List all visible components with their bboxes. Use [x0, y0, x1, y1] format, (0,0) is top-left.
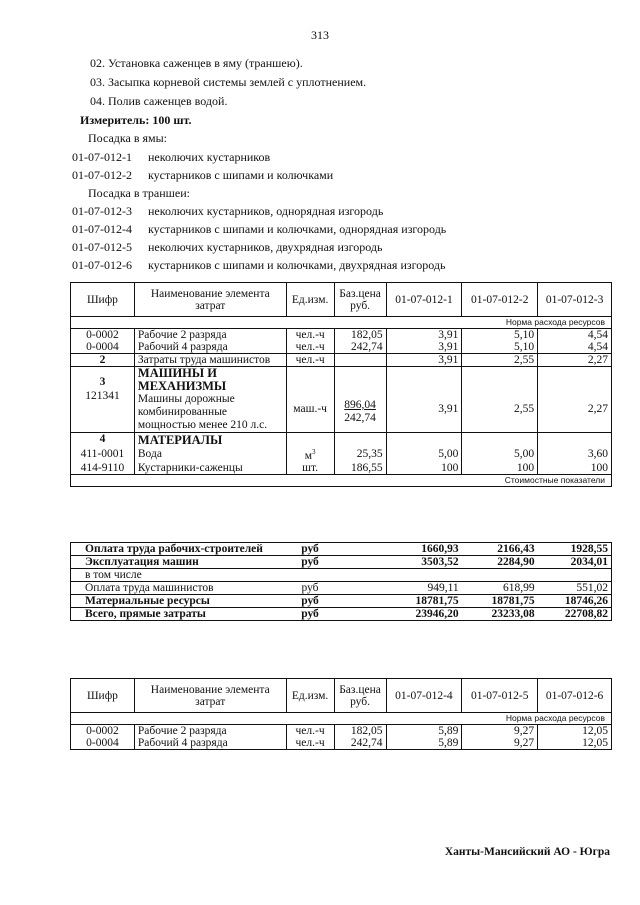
- item-code: 01-07-012-1: [72, 150, 132, 164]
- header-name: Наименование элемента затрат: [134, 679, 286, 713]
- section-code: 4: [71, 433, 135, 449]
- table-row: [71, 737, 612, 750]
- cost-row: [71, 595, 612, 608]
- cost-name: Всего, прямые затраты: [71, 608, 287, 621]
- row-value-3: 2,27: [538, 354, 612, 367]
- cost-label-row: [71, 474, 612, 486]
- row-unit: шт.: [286, 462, 334, 475]
- row-name: Рабочие 2 разряда: [134, 329, 286, 342]
- cost-value-1: 3503,52: [386, 556, 462, 569]
- cost-value-1: 1660,93: [386, 543, 462, 556]
- item-code: 01-07-012-2: [72, 168, 132, 182]
- pits-item: [72, 150, 270, 165]
- table-row: [71, 725, 612, 738]
- cost-row: [71, 608, 612, 621]
- cost-name: Материальные ресурсы: [71, 595, 287, 608]
- table-header-row: [71, 283, 612, 317]
- item-code: 01-07-012-4: [72, 222, 132, 236]
- row-name: Рабочий 4 разряда: [134, 341, 286, 354]
- cost-row: [71, 543, 612, 556]
- row-value-3: 4,54: [538, 329, 612, 342]
- row-unit: чел.-ч: [286, 725, 334, 738]
- cost-value-3: 1928,55: [538, 543, 612, 556]
- norm-label-row: [71, 317, 612, 329]
- item-text: кустарников с шипами и колючками, однорядная изгородь: [148, 222, 447, 236]
- section-code: 3: [99, 376, 106, 388]
- row-code: 414-9110: [71, 462, 135, 475]
- section-name: МАТЕРИАЛЫ: [134, 433, 286, 449]
- header-price: Баз.цена руб.: [334, 283, 386, 317]
- cost-row: [71, 556, 612, 569]
- section-name: МАШИНЫ И МЕХАНИЗМЫ: [137, 366, 227, 393]
- cost-unit: руб: [286, 543, 334, 556]
- row-unit: чел.-ч: [286, 354, 334, 367]
- row-value-1: 3,91: [386, 341, 462, 354]
- row-price: 896,04: [344, 399, 376, 411]
- header-unit: Ед.изм.: [286, 679, 334, 713]
- cost-unit: руб: [286, 582, 334, 595]
- item-text: неколючих кустарников: [148, 150, 271, 164]
- item-code: 01-07-012-3: [72, 204, 132, 218]
- cost-name: в том числе: [71, 569, 287, 582]
- row-value-1: 3,91: [386, 354, 462, 367]
- row-price: 25,35: [334, 448, 386, 462]
- row-name: Машины дорожные комбинированные мощностью менее 210 л.с.: [137, 393, 268, 431]
- cost-value-3: 2034,01: [538, 556, 612, 569]
- row-price: 186,55: [334, 462, 386, 475]
- row-value-1: 5,89: [386, 737, 462, 750]
- trench-item: [72, 240, 382, 255]
- row-price: 182,05: [334, 329, 386, 342]
- row-name: Рабочие 2 разряда: [134, 725, 286, 738]
- trench-item: [72, 222, 446, 237]
- header-col-1: 01-07-012-1: [386, 283, 462, 317]
- cost-value-2: 18781,75: [462, 595, 538, 608]
- header-unit: Ед.изм.: [286, 283, 334, 317]
- cost-name: Эксплуатация машин: [71, 556, 287, 569]
- cost-value-1: 23946,20: [386, 608, 462, 621]
- cost-value-2: 618,99: [462, 582, 538, 595]
- row-unit: чел.-ч: [286, 329, 334, 342]
- row-value-2: 2,55: [462, 354, 538, 367]
- row-value-1: 3,91: [386, 367, 462, 433]
- machines-names: [134, 367, 286, 433]
- row-code: 411-0001: [71, 448, 135, 462]
- header-col-3: 01-07-012-3: [538, 283, 612, 317]
- cost-value-2: 2166,43: [462, 543, 538, 556]
- row-unit: чел.-ч: [286, 737, 334, 750]
- header-col-2: 01-07-012-2: [462, 283, 538, 317]
- header-code: Шифр: [71, 679, 135, 713]
- table-header-row: [71, 679, 612, 713]
- item-text: кустарников с шипами и колючками, двухрядная изгородь: [148, 258, 446, 272]
- item-text: кустарников с шипами и колючками: [148, 168, 334, 182]
- row-code: 121341: [85, 390, 120, 402]
- row-value-1: 5,89: [386, 725, 462, 738]
- row-value-3: 3,60: [538, 448, 612, 462]
- table-row: [71, 448, 612, 462]
- row-value-1: 3,91: [386, 329, 462, 342]
- row-value-2: 9,27: [462, 737, 538, 750]
- row-price: 242,74: [334, 737, 386, 750]
- row-value-2: 5,00: [462, 448, 538, 462]
- cost-unit: руб: [286, 595, 334, 608]
- norm-label: Норма расхода ресурсов: [71, 317, 612, 329]
- unit-superscript: 3: [312, 448, 316, 456]
- cost-unit: руб: [286, 556, 334, 569]
- cost-value-3: 22708,82: [538, 608, 612, 621]
- cost-name: Оплата труда машинистов: [71, 582, 287, 595]
- row-price: [334, 354, 386, 367]
- item-code: 01-07-012-5: [72, 240, 132, 254]
- row-price: 242,74: [334, 341, 386, 354]
- machines-row: [71, 367, 612, 433]
- row-code: 0-0004: [71, 737, 135, 750]
- header-price: Баз.цена руб.: [334, 679, 386, 713]
- cost-name: Оплата труда рабочих-строителей: [71, 543, 287, 556]
- page-number: 313: [311, 28, 329, 42]
- item-code: 01-07-012-6: [72, 258, 132, 272]
- item-text: неколючих кустарников, двухрядная изгородь: [148, 240, 383, 254]
- row-unit: [286, 448, 334, 462]
- row-value-2: 9,27: [462, 725, 538, 738]
- table-row: [71, 462, 612, 475]
- norm-label-row: [71, 713, 612, 725]
- machines-prices: [334, 367, 386, 433]
- resource-table-2: [70, 678, 612, 750]
- row-value-2: 5,10: [462, 329, 538, 342]
- header-name: Наименование элемента затрат: [134, 283, 286, 317]
- unit-text: м: [304, 449, 313, 462]
- cost-table: [70, 542, 612, 621]
- cost-value-2: 23233,08: [462, 608, 538, 621]
- footer-region: Ханты-Мансийский АО - Югра: [444, 846, 610, 858]
- measure-line: Измеритель: 100 шт.: [80, 113, 192, 127]
- table-row: [71, 329, 612, 342]
- header-code: Шифр: [71, 283, 135, 317]
- row-name: Кустарники-саженцы: [134, 462, 286, 475]
- row-code: 2: [71, 354, 135, 367]
- cost-unit: руб: [286, 608, 334, 621]
- row-value-1: 100: [386, 462, 462, 475]
- row-unit: чел.-ч: [286, 341, 334, 354]
- cost-value-3: 551,02: [538, 582, 612, 595]
- row-value-3: 12,05: [538, 725, 612, 738]
- row-code: 0-0002: [71, 329, 135, 342]
- cost-row: [71, 569, 612, 582]
- row-unit: маш.-ч: [286, 367, 334, 433]
- cost-value-1: 18781,75: [386, 595, 462, 608]
- cost-value-1: 949,11: [386, 582, 462, 595]
- row-value-2: 5,10: [462, 341, 538, 354]
- row-code: 0-0004: [71, 341, 135, 354]
- table-row: [71, 354, 612, 367]
- machines-codes: [71, 367, 135, 433]
- cost-row: [71, 582, 612, 595]
- row-name: Рабочий 4 разряда: [134, 737, 286, 750]
- section-trench-heading: Посадка в траншеи:: [88, 186, 190, 200]
- cost-value-3: 18746,26: [538, 595, 612, 608]
- header-col-3: 01-07-012-6: [538, 679, 612, 713]
- row-name: Затраты труда машинистов: [134, 354, 286, 367]
- row-value-3: 100: [538, 462, 612, 475]
- pits-item: [72, 168, 333, 183]
- row-code: 0-0002: [71, 725, 135, 738]
- row-value-3: 4,54: [538, 341, 612, 354]
- row-name: Вода: [134, 448, 286, 462]
- table-row: [71, 341, 612, 354]
- row-value-2: 100: [462, 462, 538, 475]
- intro-line-2: 03. Засыпка корневой системы землей с уплотнением.: [90, 75, 367, 89]
- row-price-secondary: 242,74: [344, 412, 376, 424]
- item-text: неколючих кустарников, однорядная изгородь: [148, 204, 384, 218]
- cost-value-2: 2284,90: [462, 556, 538, 569]
- cost-label: Стоимостные показатели: [71, 474, 612, 486]
- row-value-3: 12,05: [538, 737, 612, 750]
- materials-section-row: [71, 433, 612, 449]
- norm-label: Норма расхода ресурсов: [71, 713, 612, 725]
- trench-item: [72, 258, 445, 273]
- row-value-1: 5,00: [386, 448, 462, 462]
- intro-line-1: 02. Установка саженцев в яму (траншею).: [90, 56, 303, 70]
- row-value-3: 2,27: [538, 367, 612, 433]
- intro-line-3: 04. Полив саженцев водой.: [90, 94, 228, 108]
- section-pits-heading: Посадка в ямы:: [88, 131, 168, 145]
- resource-table-1: [70, 282, 612, 487]
- trench-item: [72, 204, 383, 219]
- row-value-2: 2,55: [462, 367, 538, 433]
- header-col-2: 01-07-012-5: [462, 679, 538, 713]
- row-price: 182,05: [334, 725, 386, 738]
- header-col-1: 01-07-012-4: [386, 679, 462, 713]
